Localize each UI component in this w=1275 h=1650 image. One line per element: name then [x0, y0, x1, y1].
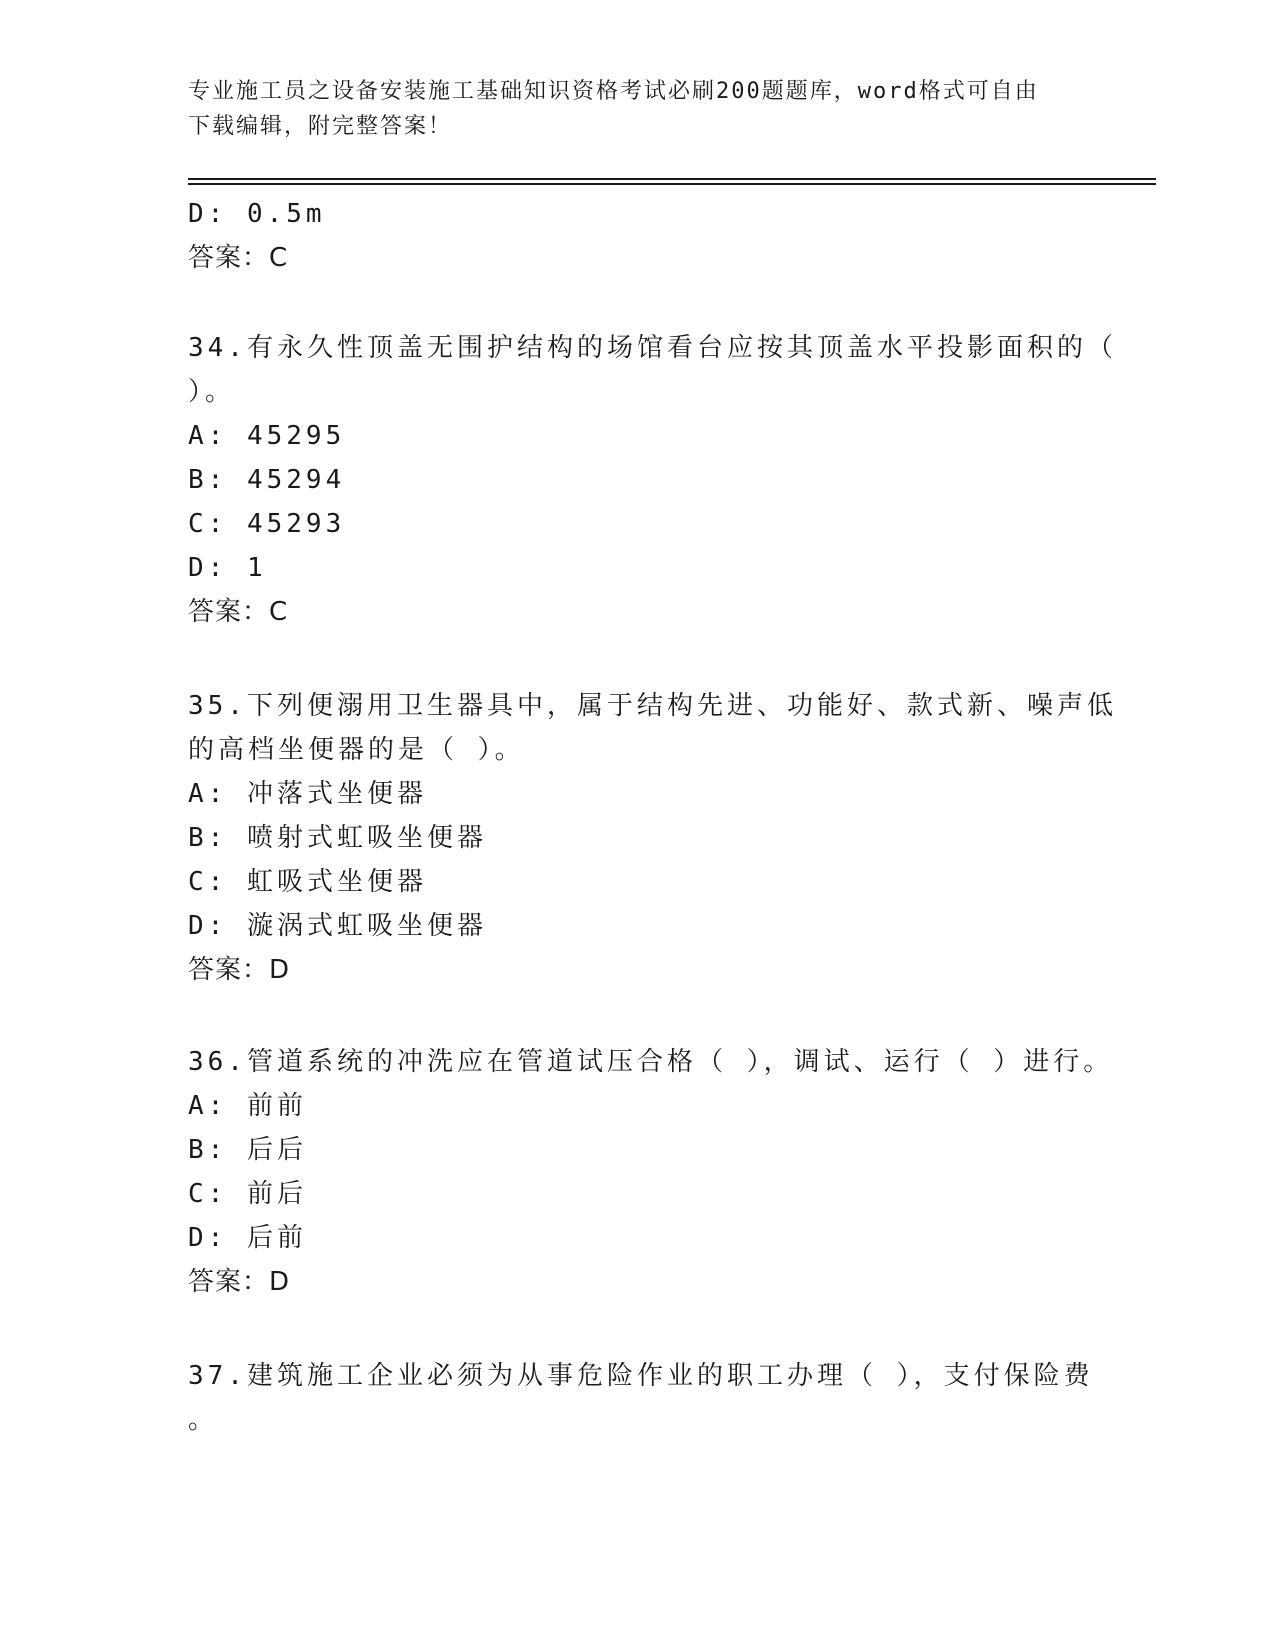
q35-answer: 答案：D: [188, 955, 291, 985]
q36-option-b: B: 后后: [188, 1135, 307, 1165]
q34-option-c: C: 45293: [188, 509, 346, 539]
q36-stem-line-1: 36.管道系统的冲洗应在管道试压合格（ ），调试、运行（ ）进行。: [188, 1047, 1114, 1077]
q36-answer: 答案：D: [188, 1267, 291, 1297]
q34-option-b: B: 45294: [188, 465, 346, 495]
q34-stem-line-1: 34.有永久性顶盖无围护结构的场馆看台应按其顶盖水平投影面积的（: [188, 333, 1117, 363]
q35-option-a: A: 冲落式坐便器: [188, 779, 427, 809]
q34-answer: 答案：C: [188, 597, 289, 627]
q35-stem-line-2: 的高档坐便器的是（ ）。: [188, 735, 525, 765]
q35-option-c: C: 虹吸式坐便器: [188, 867, 427, 897]
header-line-1: 专业施工员之设备安装施工基础知识资格考试必刷200题题库，word格式可自由: [188, 79, 1039, 104]
q36-option-d: D: 后前: [188, 1223, 307, 1253]
q37-stem-line-1: 37.建筑施工企业必须为从事危险作业的职工办理（ ），支付保险费: [188, 1361, 1094, 1391]
q37-stem-line-2: 。: [188, 1405, 219, 1435]
q36-option-a: A: 前前: [188, 1091, 307, 1121]
q35-option-d: D: 漩涡式虹吸坐便器: [188, 911, 487, 941]
header-divider-bottom: [188, 183, 1156, 185]
q36-option-c: C: 前后: [188, 1179, 307, 1209]
q34-option-d: D: 1: [188, 553, 267, 583]
q35-option-b: B: 喷射式虹吸坐便器: [188, 823, 487, 853]
q35-stem-line-1: 35.下列便溺用卫生器具中，属于结构先进、功能好、款式新、噪声低: [188, 691, 1117, 721]
q34-stem-line-2: ）。: [188, 377, 236, 407]
header-line-2: 下载编辑，附完整答案！: [188, 114, 453, 139]
prev-option-d: D: 0.5m: [188, 199, 326, 229]
header-divider-top: [188, 178, 1156, 180]
q34-option-a: A: 45295: [188, 421, 346, 451]
document-header: [188, 74, 1088, 144]
prev-answer: 答案：C: [188, 243, 289, 273]
